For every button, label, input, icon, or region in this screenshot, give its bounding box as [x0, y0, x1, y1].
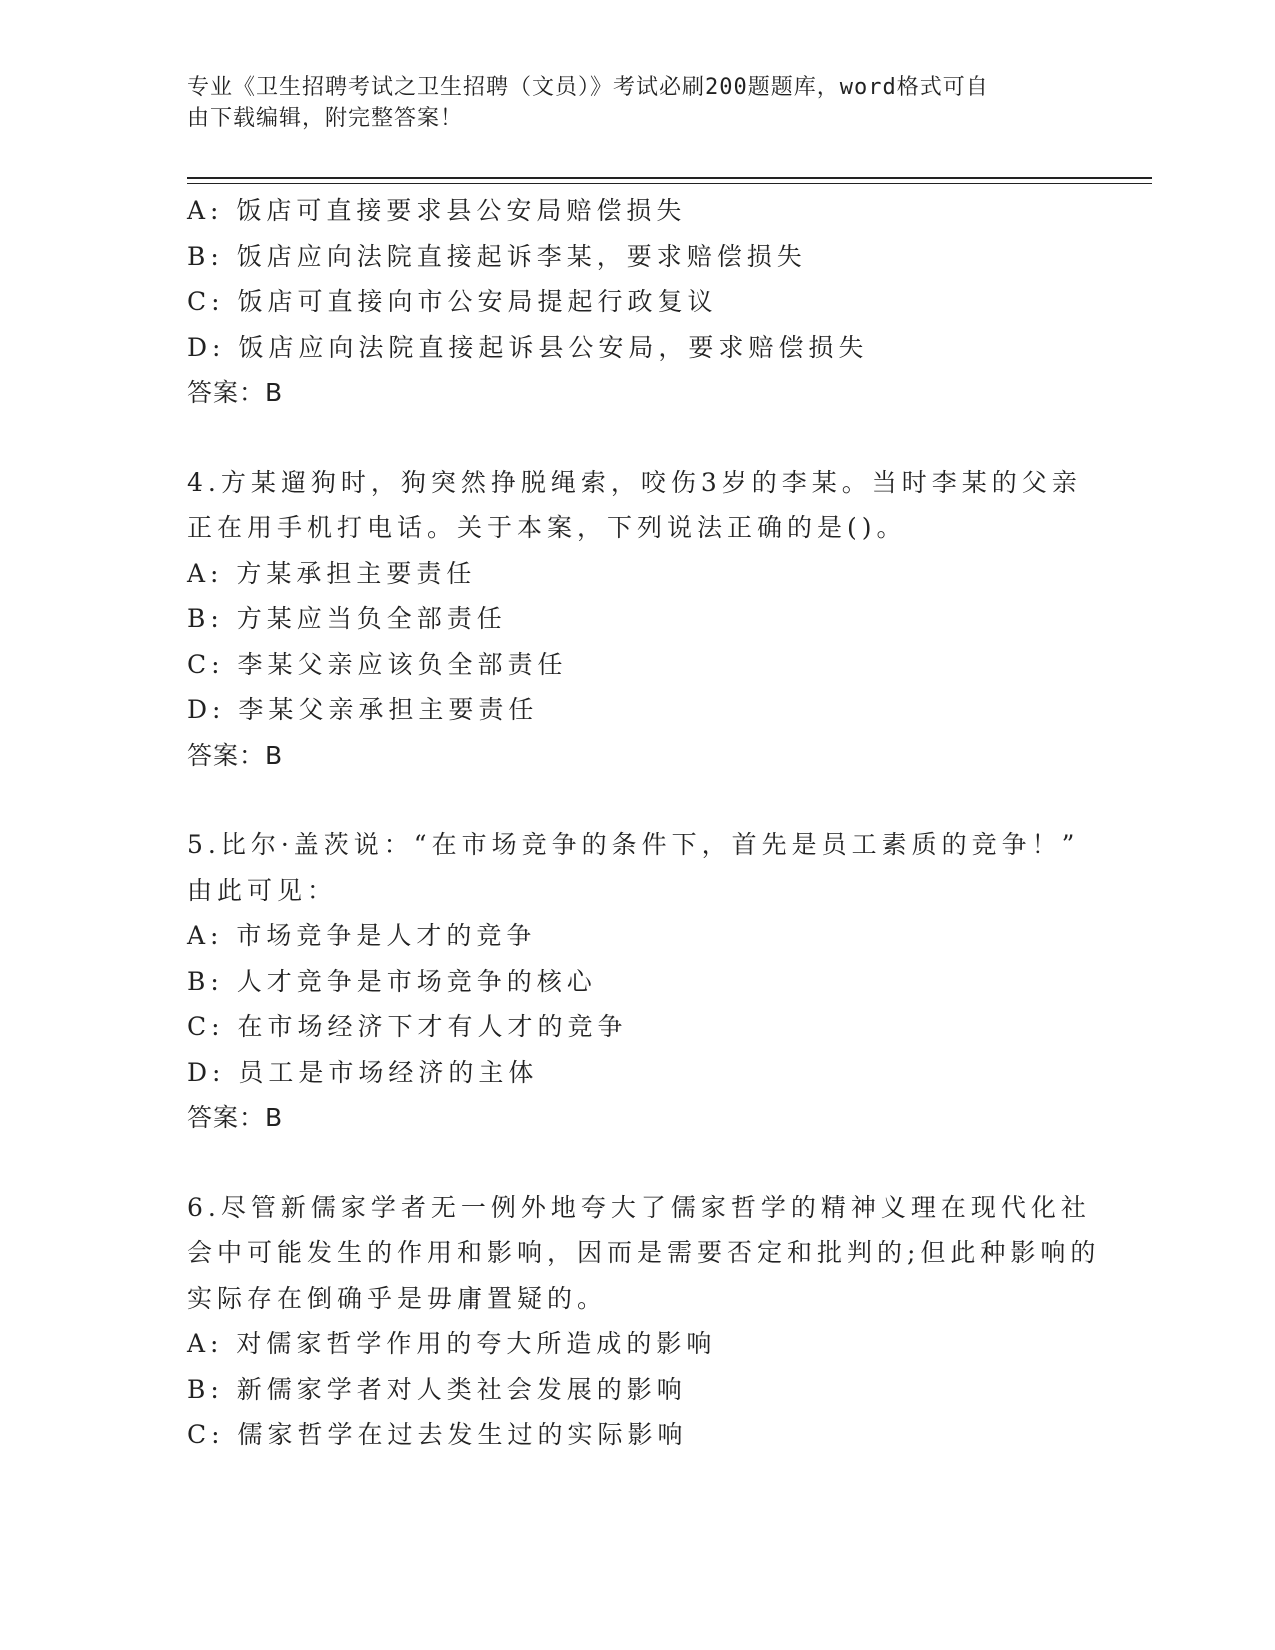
question-5	[187, 822, 1087, 1141]
header-line-2: 由下载编辑，附完整答案！	[187, 106, 464, 131]
option-d: D: 员工是市场经济的主体	[187, 1057, 539, 1087]
header-rule-thick	[187, 177, 1152, 179]
question-4	[187, 460, 1087, 779]
option-b: B: 人才竞争是市场竞争的核心	[187, 966, 597, 996]
option-a: A: 市场竞争是人才的竞争	[187, 921, 537, 950]
option-c: C: 儒家哲学在过去发生过的实际影响	[187, 1420, 688, 1449]
question-stem-line: 由此可见：	[187, 875, 338, 905]
option-b: B: 方某应当负全部责任	[187, 604, 507, 633]
header-rule-thin	[187, 183, 1152, 184]
question-stem-line: 6.尽管新儒家学者无一例外地夸大了儒家哲学的精神义理在现代化社	[187, 1192, 1091, 1222]
question-stem-line: 5.比尔·盖茨说：“在市场竞争的条件下，首先是员工素质的竞争！”	[187, 830, 1080, 859]
option-d: D: 李某父亲承担主要责任	[187, 695, 539, 724]
answer-line: 答案：B	[187, 740, 284, 770]
option-a: A: 方某承担主要责任	[187, 558, 477, 588]
question-6	[187, 1185, 1101, 1458]
option-d: D: 饭店应向法院直接起诉县公安局，要求赔偿损失	[187, 332, 869, 362]
question-content	[187, 188, 1101, 1458]
option-a: A: 饭店可直接要求县公安局赔偿损失	[187, 196, 687, 225]
question-stem-line: 正在用手机打电话。关于本案，下列说法正确的是()。	[187, 513, 907, 542]
question-stem-line: 4.方某遛狗时，狗突然挣脱绳索，咬伤3岁的李某。当时李某的父亲	[187, 467, 1082, 497]
option-c: C: 李某父亲应该负全部责任	[187, 649, 568, 679]
question-stem-line: 实际存在倒确乎是毋庸置疑的。	[187, 1283, 608, 1313]
option-b: B: 新儒家学者对人类社会发展的影响	[187, 1374, 687, 1404]
option-a: A: 对儒家哲学作用的夸大所造成的影响	[187, 1329, 717, 1358]
option-c: C: 饭店可直接向市公安局提起行政复议	[187, 287, 718, 316]
answer-line: 答案：B	[187, 378, 284, 407]
option-c: C: 在市场经济下才有人才的竞争	[187, 1012, 628, 1041]
question-3	[187, 188, 1087, 416]
answer-line: 答案：B	[187, 1103, 284, 1132]
document-header	[187, 72, 1087, 134]
question-stem-line: 会中可能发生的作用和影响，因而是需要否定和批判的;但此种影响的	[187, 1238, 1101, 1267]
spacer	[187, 416, 1087, 460]
spacer	[187, 778, 1087, 822]
option-b: B: 饭店应向法院直接起诉李某，要求赔偿损失	[187, 241, 807, 271]
header-line-1: 专业《卫生招聘考试之卫生招聘（文员）》考试必刷200题题库，word格式可自	[187, 75, 989, 100]
spacer	[187, 1141, 1087, 1185]
